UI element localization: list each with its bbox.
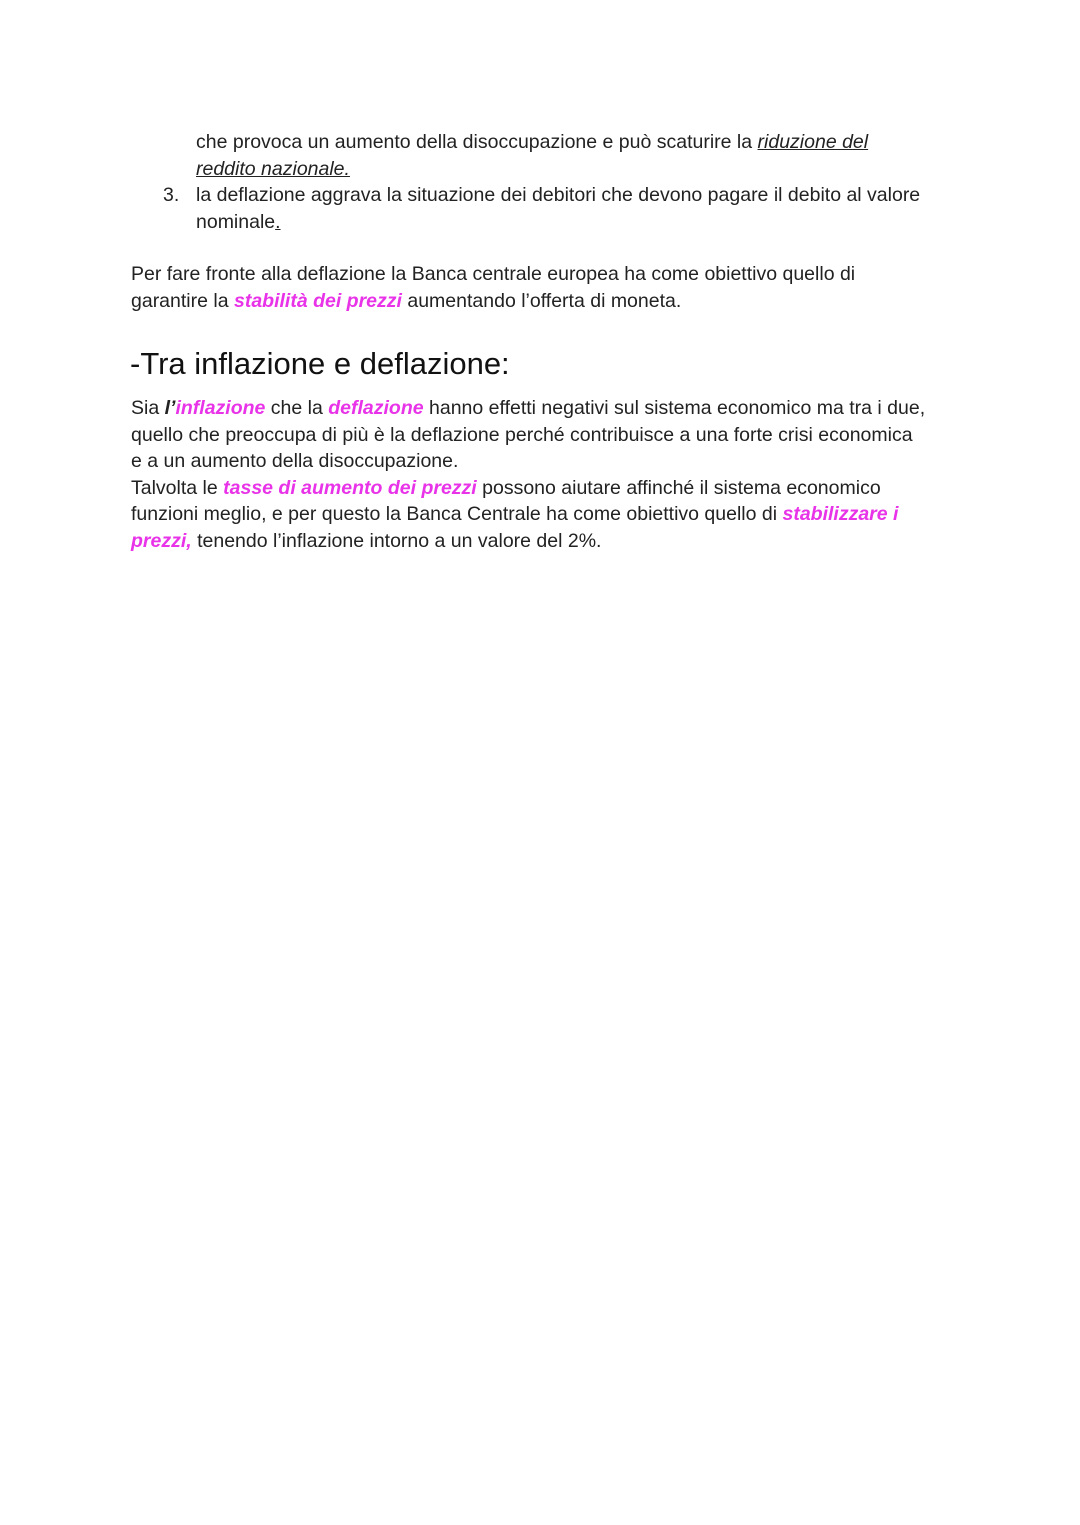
paragraph-inflation-deflation: Sia l’inflazione che la deflazione hanno effetti negativi sul sistema economico ma tra i due, quello che preoccupa di più è la deflazione perché contribuisce a una forte crisi economica e a un aumento della disoccupazione. Talvolta le tasse di aumento dei prezzi possono aiutare affinché il sistema economico funzioni meglio, e per questo la Banca Centrale ha come obiettivo quello di stabilizzare i prezzi, tenendo l’inflazione intorno a un valore del 2%. [131, 397, 926, 552]
highlight-term: inflazione [175, 397, 266, 419]
underlined-phrase: reddito nazionale. [196, 157, 350, 180]
highlight-term: stabilità dei prezzi [233, 289, 402, 312]
highlight-term: prezzi, [131, 529, 192, 552]
highlight-term: stabilizzare i [782, 503, 899, 525]
list-item-3-body: la deflazione aggrava la situazione dei debitori che devono pagare il debito al valore nominale. [196, 184, 921, 233]
highlight-term: tasse di aumento dei prezzi [223, 476, 477, 499]
list-number: 3. [163, 184, 180, 206]
underlined-phrase: riduzione del [757, 131, 869, 153]
section-heading: -Tra inflazione e deflazione: [130, 346, 510, 381]
list-item-2-line-1: che provoca un aumento della disoccupazione e può scaturire la riduzione del [196, 131, 869, 153]
list-item-2-line-2 [196, 156, 976, 183]
paragraph-price-stability: Per fare fronte alla deflazione la Banca centrale europea ha come obiettivo quello di garantire la stabilità dei prezzi aumentando l’offerta di moneta. [131, 263, 856, 312]
list-item-2-continuation [196, 129, 976, 182]
highlight-term: deflazione [328, 397, 424, 419]
